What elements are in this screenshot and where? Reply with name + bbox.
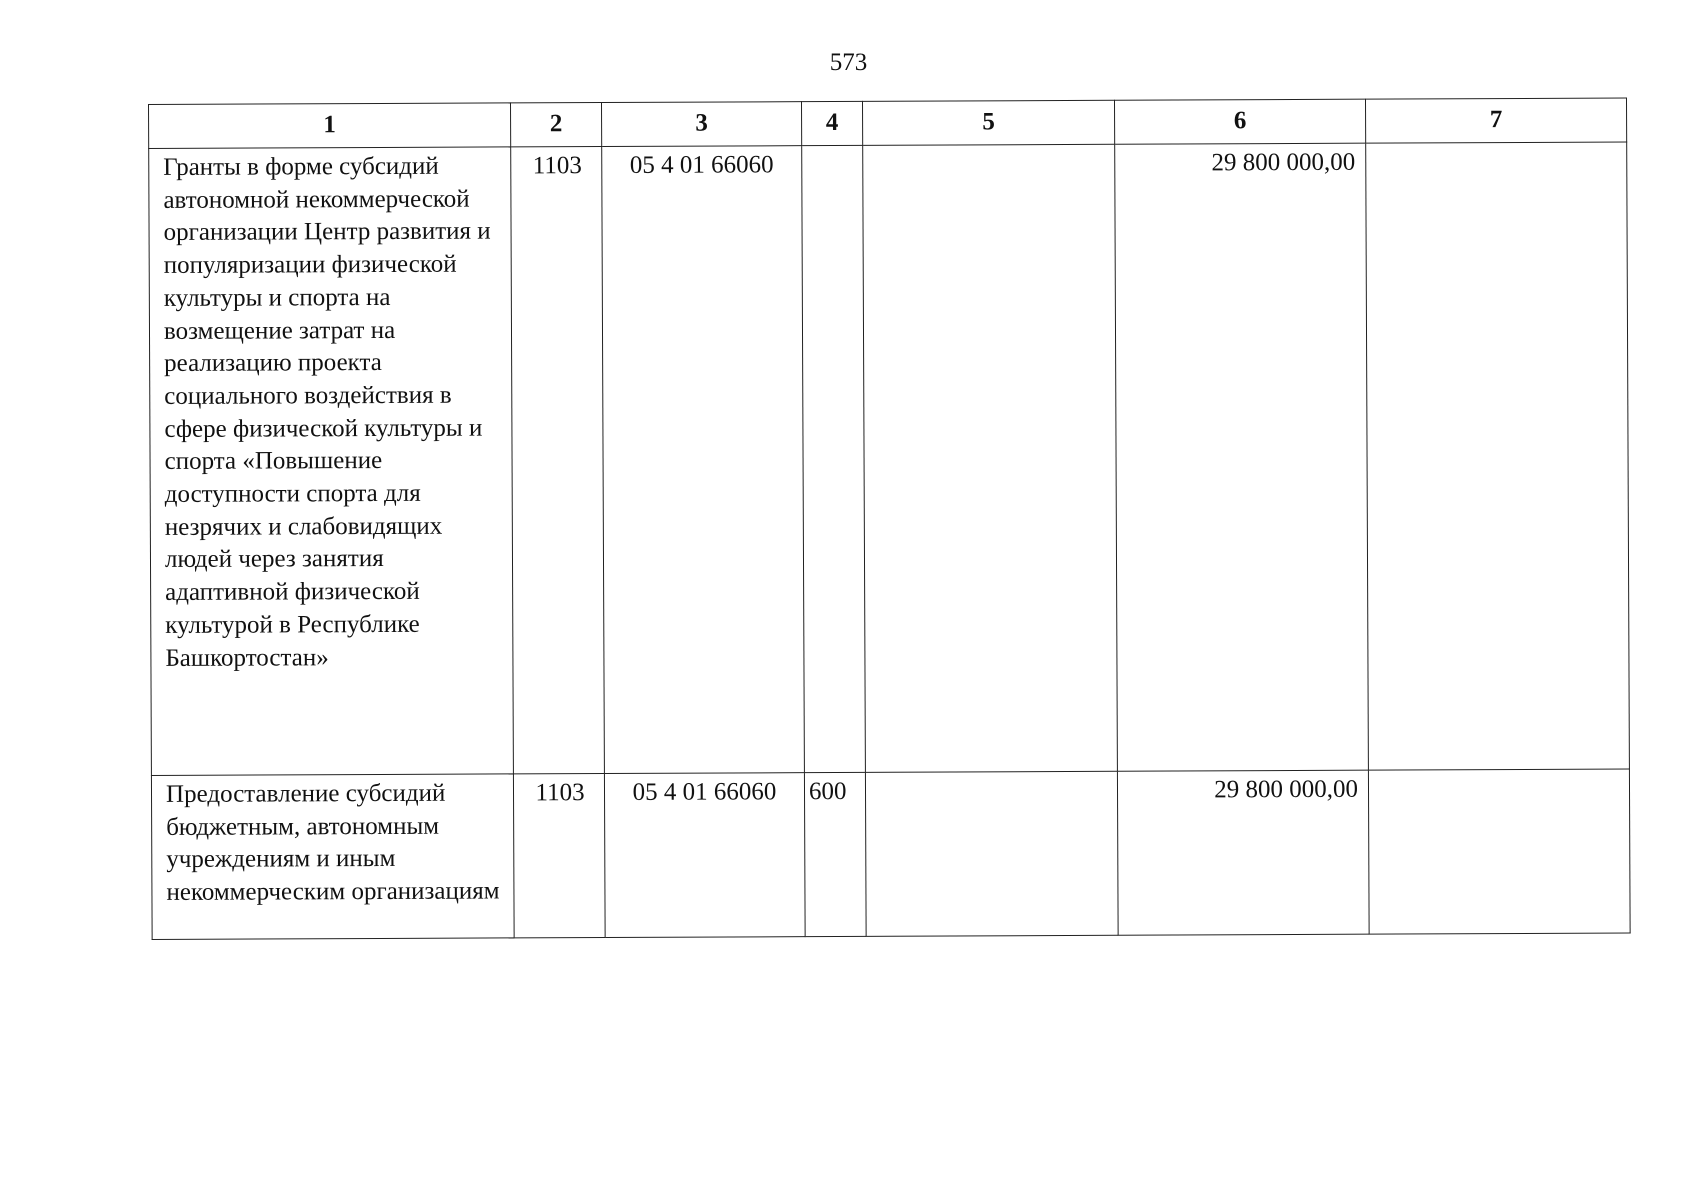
table-row <box>151 769 1630 939</box>
column-5-cell <box>865 771 1118 936</box>
column-7-cell <box>1368 769 1630 934</box>
column-header-4: 4 <box>801 101 862 145</box>
expense-type-cell: 600 <box>804 772 866 936</box>
column-header-7: 7 <box>1365 98 1626 143</box>
column-7-cell <box>1366 142 1630 770</box>
budget-table <box>148 98 1631 940</box>
section-code-cell: 1103 <box>513 774 605 938</box>
row-name-cell: Гранты в форме субсидий автономной некоммерческой организации Центр развития и популяризации физической культуры и спорта на возмещение затрат на реализацию проекта социального воздействия в сфере физической культуры и спорта «Повышение доступности спорта для незрячих и слабовидящих людей через занятия адаптивной физической культурой в Республике Башкортостан» <box>149 147 514 776</box>
target-article-cell: 05 4 01 66060 <box>602 146 805 774</box>
column-header-2: 2 <box>510 103 601 147</box>
column-header-1: 1 <box>149 103 511 149</box>
column-header-6: 6 <box>1114 99 1365 144</box>
section-code-cell: 1103 <box>511 147 605 774</box>
expense-type-cell <box>802 145 866 772</box>
table-row <box>149 142 1630 775</box>
page-number: 573 <box>829 49 868 76</box>
column-5-cell <box>863 144 1118 772</box>
column-header-3: 3 <box>601 102 801 147</box>
amount-cell: 29 800 000,00 <box>1115 143 1369 771</box>
table-header-row <box>149 98 1627 148</box>
column-header-5: 5 <box>862 100 1114 145</box>
target-article-cell: 05 4 01 66060 <box>604 773 805 938</box>
amount-cell: 29 800 000,00 <box>1117 770 1369 935</box>
row-name-cell: Предоставление субсидий бюджетным, автономным учреждениям и иным некоммерческим организациям <box>151 774 514 940</box>
